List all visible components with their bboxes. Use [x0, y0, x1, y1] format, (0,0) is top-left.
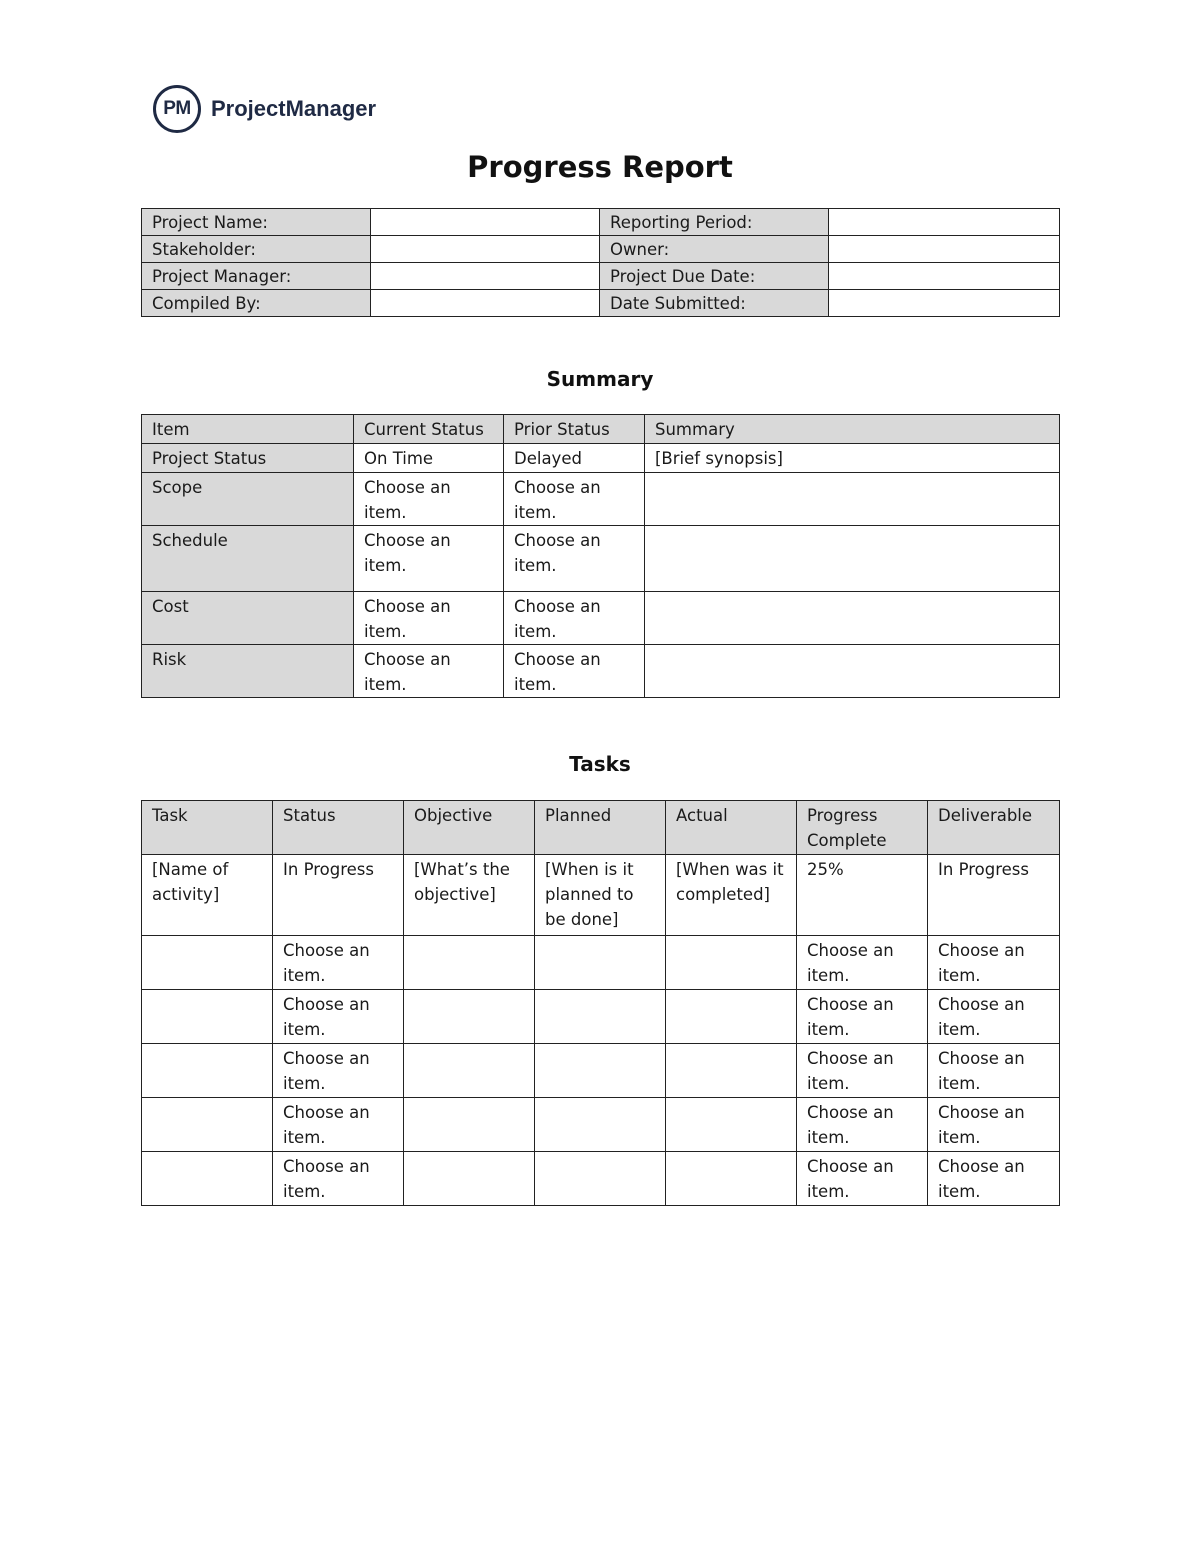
- column-header: Objective: [404, 801, 535, 855]
- task-actual-field[interactable]: [666, 1098, 797, 1152]
- prior-status-select[interactable]: Choose an item.: [504, 645, 645, 698]
- summary-table: [141, 414, 1060, 698]
- summary-text-field[interactable]: [645, 526, 1060, 592]
- task-progress-select[interactable]: Choose an item.: [797, 1152, 928, 1206]
- info-row: [142, 290, 1060, 317]
- projectmanager-logo: [153, 85, 376, 133]
- summary-text-field[interactable]: [Brief synopsis]: [645, 444, 1060, 473]
- task-deliverable-select[interactable]: Choose an item.: [928, 990, 1060, 1044]
- task-deliverable-select[interactable]: Choose an item.: [928, 1044, 1060, 1098]
- date-submitted-field[interactable]: [829, 290, 1060, 317]
- summary-item: Scope: [142, 473, 354, 526]
- summary-header-row: [142, 415, 1060, 444]
- info-label: Reporting Period:: [600, 209, 829, 236]
- task-status-select[interactable]: Choose an item.: [273, 1098, 404, 1152]
- document-title: Progress Report: [467, 150, 733, 184]
- stakeholder-field[interactable]: [371, 236, 600, 263]
- summary-item: Project Status: [142, 444, 354, 473]
- task-status-select[interactable]: Choose an item.: [273, 1152, 404, 1206]
- current-status-select[interactable]: Choose an item.: [354, 526, 504, 592]
- prior-status-select[interactable]: Choose an item.: [504, 592, 645, 645]
- column-header: Deliverable: [928, 801, 1060, 855]
- task-objective-field[interactable]: [404, 1044, 535, 1098]
- task-actual-field[interactable]: [666, 936, 797, 990]
- table-row: [142, 1044, 1060, 1098]
- task-actual-field[interactable]: [666, 1044, 797, 1098]
- summary-item: Schedule: [142, 526, 354, 592]
- tasks-header-row: [142, 801, 1060, 855]
- column-header: Progress Complete: [797, 801, 928, 855]
- table-row: [142, 645, 1060, 698]
- task-status-select[interactable]: Choose an item.: [273, 1044, 404, 1098]
- task-planned-field[interactable]: [535, 1152, 666, 1206]
- table-row: [142, 936, 1060, 990]
- table-row: [142, 1152, 1060, 1206]
- info-row: [142, 263, 1060, 290]
- table-row: [142, 444, 1060, 473]
- prior-status-select[interactable]: Choose an item.: [504, 526, 645, 592]
- task-progress-select[interactable]: Choose an item.: [797, 936, 928, 990]
- task-progress-select[interactable]: Choose an item.: [797, 1098, 928, 1152]
- table-row: [142, 592, 1060, 645]
- table-row: [142, 473, 1060, 526]
- summary-text-field[interactable]: [645, 592, 1060, 645]
- column-header: Summary: [645, 415, 1060, 444]
- reporting-period-field[interactable]: [829, 209, 1060, 236]
- owner-field[interactable]: [829, 236, 1060, 263]
- task-progress-select[interactable]: Choose an item.: [797, 1044, 928, 1098]
- task-actual-field[interactable]: [666, 1152, 797, 1206]
- task-name-field[interactable]: [Name of activity]: [142, 855, 273, 936]
- info-label: Project Manager:: [142, 263, 371, 290]
- task-name-field[interactable]: [142, 1044, 273, 1098]
- task-progress-select[interactable]: 25%: [797, 855, 928, 936]
- project-info-table: [141, 208, 1060, 317]
- task-planned-field[interactable]: [When is it planned to be done]: [535, 855, 666, 936]
- prior-status-select[interactable]: Delayed: [504, 444, 645, 473]
- current-status-select[interactable]: Choose an item.: [354, 645, 504, 698]
- task-planned-field[interactable]: [535, 990, 666, 1044]
- task-planned-field[interactable]: [535, 936, 666, 990]
- summary-item: Cost: [142, 592, 354, 645]
- tasks-table: [141, 800, 1060, 1206]
- info-label: Project Due Date:: [600, 263, 829, 290]
- pm-logo-mark: PM: [153, 85, 201, 133]
- info-label: Date Submitted:: [600, 290, 829, 317]
- info-label: Stakeholder:: [142, 236, 371, 263]
- column-header: Prior Status: [504, 415, 645, 444]
- info-row: [142, 209, 1060, 236]
- task-planned-field[interactable]: [535, 1044, 666, 1098]
- table-row: [142, 1098, 1060, 1152]
- task-status-select[interactable]: In Progress: [273, 855, 404, 936]
- task-planned-field[interactable]: [535, 1098, 666, 1152]
- summary-heading: Summary: [546, 367, 654, 391]
- task-name-field[interactable]: [142, 990, 273, 1044]
- task-objective-field[interactable]: [404, 1152, 535, 1206]
- tasks-heading: Tasks: [569, 752, 631, 776]
- summary-text-field[interactable]: [645, 473, 1060, 526]
- task-objective-field[interactable]: [404, 1098, 535, 1152]
- task-actual-field[interactable]: [When was it completed]: [666, 855, 797, 936]
- info-label: Owner:: [600, 236, 829, 263]
- task-status-select[interactable]: Choose an item.: [273, 990, 404, 1044]
- column-header: Current Status: [354, 415, 504, 444]
- prior-status-select[interactable]: Choose an item.: [504, 473, 645, 526]
- task-deliverable-select[interactable]: Choose an item.: [928, 1152, 1060, 1206]
- task-objective-field[interactable]: [404, 990, 535, 1044]
- task-name-field[interactable]: [142, 1098, 273, 1152]
- task-objective-field[interactable]: [404, 936, 535, 990]
- column-header: Actual: [666, 801, 797, 855]
- column-header: Status: [273, 801, 404, 855]
- task-name-field[interactable]: [142, 1152, 273, 1206]
- table-row: [142, 855, 1060, 936]
- task-objective-field[interactable]: [What’s the objective]: [404, 855, 535, 936]
- summary-text-field[interactable]: [645, 645, 1060, 698]
- table-row: [142, 526, 1060, 592]
- task-deliverable-select[interactable]: Choose an item.: [928, 936, 1060, 990]
- current-status-select[interactable]: Choose an item.: [354, 473, 504, 526]
- task-name-field[interactable]: [142, 936, 273, 990]
- task-status-select[interactable]: Choose an item.: [273, 936, 404, 990]
- table-row: [142, 990, 1060, 1044]
- logo-wordmark: ProjectManager: [211, 96, 377, 121]
- project-name-field[interactable]: [371, 209, 600, 236]
- compiled-by-field[interactable]: [371, 290, 600, 317]
- column-header: Item: [142, 415, 354, 444]
- column-header: Task: [142, 801, 273, 855]
- column-header: Planned: [535, 801, 666, 855]
- task-actual-field[interactable]: [666, 990, 797, 1044]
- task-deliverable-select[interactable]: Choose an item.: [928, 1098, 1060, 1152]
- info-row: [142, 236, 1060, 263]
- current-status-select[interactable]: On Time: [354, 444, 504, 473]
- project-due-date-field[interactable]: [829, 263, 1060, 290]
- summary-item: Risk: [142, 645, 354, 698]
- project-manager-field[interactable]: [371, 263, 600, 290]
- task-deliverable-select[interactable]: In Progress: [928, 855, 1060, 936]
- current-status-select[interactable]: Choose an item.: [354, 592, 504, 645]
- info-label: Project Name:: [142, 209, 371, 236]
- task-progress-select[interactable]: Choose an item.: [797, 990, 928, 1044]
- info-label: Compiled By:: [142, 290, 371, 317]
